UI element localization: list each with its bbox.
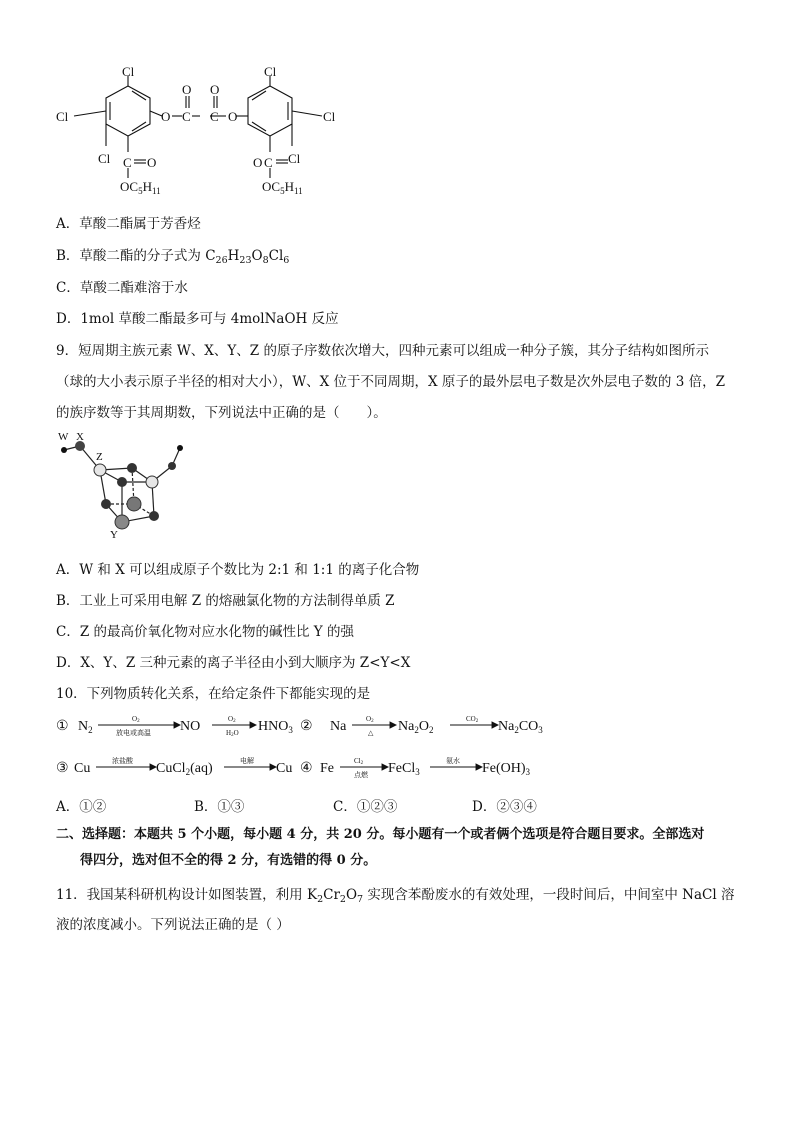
molecular-cluster-figure [52,428,192,540]
svg-text:CO2: CO2 [466,715,479,724]
q9-option-d: D．X、Y、Z 三种元素的离子半径由小到大顺序为 Z<Y<X [56,655,411,671]
svg-text:HNO3: $HNO_3$ [258,719,293,735]
svg-text:①: ① [56,719,69,734]
svg-text:N2: $N_2$ [78,719,93,735]
svg-text:④: ④ [300,761,313,776]
q9-option-b: B．工业上可采用电解 Z 的熔融氯化物的方法制得单质 Z [56,593,395,609]
q8-option-d: D．1mol 草酸二酯最多可与 4molNaOH 反应 [56,311,339,327]
reaction-row-1 [52,708,572,742]
svg-text:放电或高温: 放电或高温 [116,729,151,737]
cl-label: Cl [264,64,277,79]
c-label: C [264,155,273,170]
svg-text:②: ② [300,719,313,734]
svg-text:Cu: Cu [74,761,91,776]
c-label: C [123,155,132,170]
oc5h11-label: $OC_5H_{11}$ [120,179,161,196]
o-label: O [182,82,192,97]
q9-stem-line2: （球的大小表示原子半径的相对大小），W、X 位于不同周期，X 原子的最外层电子数是次外层电子数的 3 倍，Z [56,374,725,390]
q9-option-a: A．W 和 X 可以组成原子个数比为 2:1 和 1:1 的离子化合物 [56,562,420,578]
ester-o-label: O [228,109,238,124]
svg-text:③: ③ [56,761,69,776]
svg-text:O2: O2 [228,715,236,724]
q8-option-b: B．草酸二酯的分子式为 $C_{26}H_{23}O_8Cl_6$ [56,248,290,266]
cl-label: Cl [98,151,111,166]
svg-text:△: △ [368,729,374,737]
svg-text:O2: O2 [366,715,374,724]
svg-text:Na2CO3: $Na_2CO_3$ [498,719,543,735]
reaction-row-2 [52,750,572,784]
x-label: X [76,431,84,443]
svg-text:Fe(OH)3: $Fe(OH)_3$ [482,761,531,777]
q8-option-a: A．草酸二酯属于芳香烃 [56,216,201,232]
svg-text:NO: NO [180,719,201,734]
q9-stem-line1: 9．短周期主族元素 W、X、Y、Z 的原子序数依次增大，四种元素可以组成一种分子簇，其分子结构如图所示 [56,343,709,359]
svg-text:FeCl3: FeCl$_3$ [388,761,420,777]
o-label: O [210,82,220,97]
svg-text:Cl2: Cl2 [354,757,364,766]
q9-stem-line3: 的族序数等于其周期数，下列说法中正确的是（ ）。 [56,405,387,421]
cl-label: Cl [288,151,301,166]
q8-option-c: C．草酸二酯难溶于水 [56,280,188,296]
q10-choice-c: C．①②③ [333,799,398,815]
o-label: O [147,155,157,170]
q10-stem: 10．下列物质转化关系，在给定条件下都能实现的是 [56,686,371,702]
c-label: C [210,109,219,124]
section2-heading-line2: 得四分，选对但不全的得 2 分，有选错的得 0 分。 [80,853,377,868]
svg-text:O2: O2 [132,715,140,724]
o-label: O [253,155,263,170]
z-label: Z [96,451,103,463]
svg-text:电解: 电解 [240,757,254,765]
svg-text:Na: Na [330,719,347,734]
svg-text:Cu: Cu [276,761,293,776]
oc5h11-label: $OC_5H_{11}$ [262,179,303,196]
q10-choice-d: D．②③④ [472,799,537,815]
svg-text:点燃: 点燃 [354,771,368,779]
q11-stem-line1: 11．我国某科研机构设计如图装置，利用 $K_2Cr_2O_7$ 实现含苯酚废水的有效处理，一段时间后，中间室中 NaCl 溶 [56,887,735,905]
section2-heading-line1: 二、选择题：本题共 5 个小题，每小题 4 分，共 20 分。每小题有一个或者俩个选项是符合题目要求。全部选对 [56,827,705,842]
q9-option-c: C．Z 的最高价氧化物对应水化物的碱性比 Y 的强 [56,624,354,640]
ester-o-label: O [161,109,171,124]
cl-label: Cl [56,109,69,124]
q11-stem-line2: 液的浓度减小。下列说法正确的是（ ） [56,917,290,933]
c-label: C [182,109,191,124]
svg-text:氨水: 氨水 [446,757,460,765]
svg-text:Na2O2: $Na_2O_2$ [398,719,434,735]
svg-text:CuCl2(aq): CuCl$_2$(aq) [156,761,213,777]
svg-text:浓盐酸: 浓盐酸 [112,757,133,765]
oxalate-diester-structure [50,60,350,200]
q10-choice-b: B．①③ [194,799,245,815]
svg-text:H2O: H2O [226,729,239,738]
w-label: W [58,431,69,443]
q10-choice-a: A．①② [56,799,107,815]
cl-label: Cl [122,64,135,79]
cl-label: Cl [323,109,336,124]
y-label: Y [110,529,118,540]
svg-text:Fe: Fe [320,761,334,776]
